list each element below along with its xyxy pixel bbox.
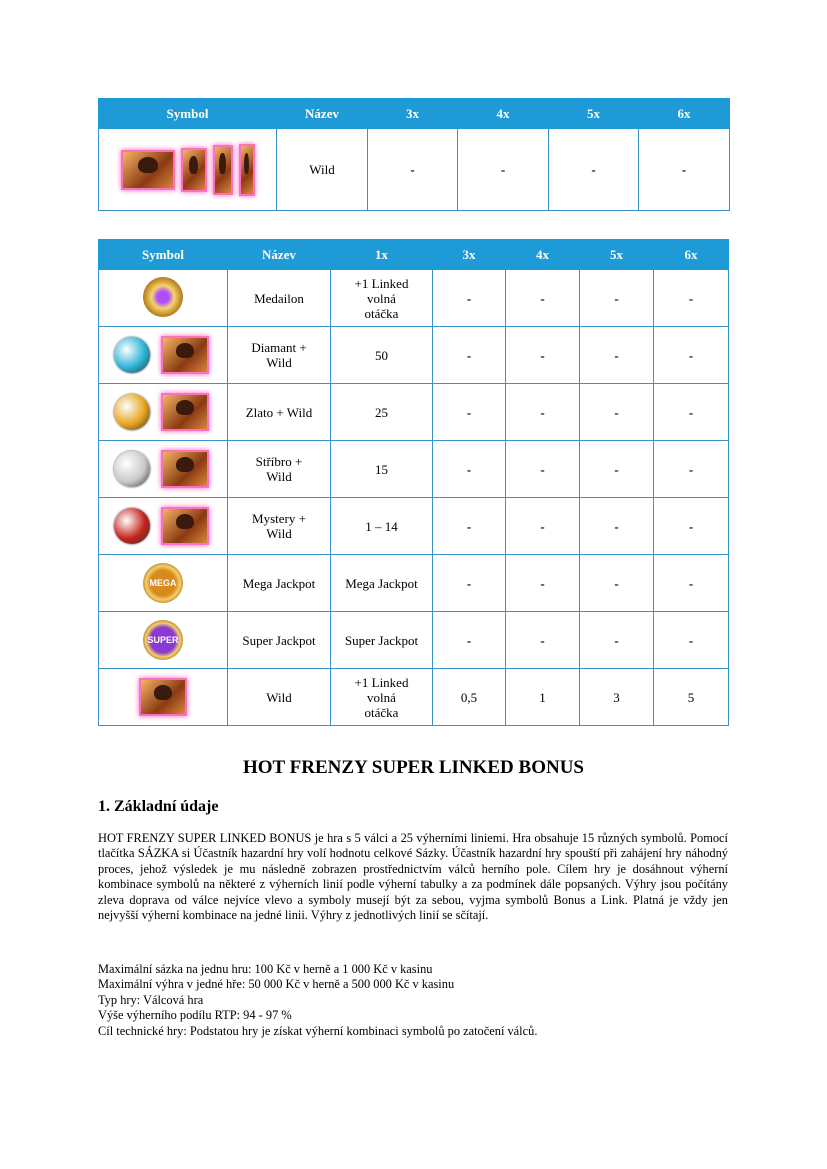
value-cell: - <box>654 612 729 669</box>
header-cell: 3x <box>368 99 458 129</box>
wild-symbol-icon <box>239 144 255 196</box>
value-cell: Super Jackpot <box>331 612 433 669</box>
value-cell: - <box>580 498 654 555</box>
info-line: Maximální výhra v jedné hře: 50 000 Kč v herně a 500 000 Kč v kasinu <box>98 977 455 992</box>
table-row <box>99 612 729 669</box>
value-cell: - <box>580 555 654 612</box>
symbol-cell <box>99 441 228 498</box>
wild-symbol-icon <box>213 145 233 195</box>
orb-icon <box>114 451 150 487</box>
name-cell: Wild <box>228 669 331 726</box>
name-cell: Stříbro + Wild <box>228 441 331 498</box>
info-line: Maximální sázka na jednu hru: 100 Kč v herně a 1 000 Kč v kasinu <box>98 962 433 976</box>
header-cell: 5x <box>549 99 639 129</box>
value-cell: - <box>433 498 506 555</box>
orb-icon <box>114 508 150 544</box>
value-cell: - <box>433 612 506 669</box>
info-line: Cíl technické hry: Podstatou hry je získat výherní kombinaci symbolů po zatočení válců. <box>98 1023 538 1038</box>
super-jackpot-coin-icon: SUPER <box>143 620 183 660</box>
mega-jackpot-coin-icon: MEGA <box>143 563 183 603</box>
value-cell: 5 <box>654 669 729 726</box>
value-cell: - <box>654 498 729 555</box>
value-cell: - <box>506 555 580 612</box>
header-cell: Název <box>228 240 331 270</box>
value-cell: - <box>506 384 580 441</box>
value-cell: 50 <box>331 327 433 384</box>
wild-paytable <box>98 98 730 211</box>
value-cell: - <box>506 441 580 498</box>
header-cell: 6x <box>639 99 730 129</box>
symbol-cell <box>99 555 228 612</box>
value-cell: 3 <box>580 669 654 726</box>
value-cell: - <box>433 270 506 327</box>
name-cell: Super Jackpot <box>228 612 331 669</box>
header-cell: 6x <box>654 240 729 270</box>
symbol-cell <box>99 327 228 384</box>
name-cell: Diamant + Wild <box>228 327 331 384</box>
intro-paragraph: HOT FRENZY SUPER LINKED BONUS je hra s 5 válci a 25 výherními liniemi. Hra obsahuje 15 různých symbolů. Pomocí tlačítka SÁZKA si Účastník hazardní hry volí hodnotu celkové Sázky. Účastník hazardní hry spouští při zahájení hry náhodný proces, jehož výsledek je mu následně zobrazen prostřednictvím válců herního pole. Cílem hry je dosáhnout výherní kombinace symbolů na některé z výherních linií podle výherní tabulky a za podmínek dále popsaných. Výhry jsou počítány zleva doprava od válce nejvíce vlevo a symboly musejí být za sebou, vyjma symbolů Bonus a Link. Platná je vždy jen nejvyšší výherní kombinace na jedné linii. Výhry z jednotlivých linií se sčítají. <box>98 831 728 923</box>
header-cell: 5x <box>580 240 654 270</box>
table-header <box>99 99 730 129</box>
value-cell: - <box>458 129 549 211</box>
value-cell: - <box>580 384 654 441</box>
symbol-cell <box>99 270 228 327</box>
bonus-paytable <box>98 239 729 726</box>
value-cell: 25 <box>331 384 433 441</box>
header-cell: 1x <box>331 240 433 270</box>
value-cell: - <box>580 612 654 669</box>
wild-symbol-icon <box>139 678 187 716</box>
value-cell: - <box>368 129 458 211</box>
orb-icon <box>114 394 150 430</box>
value-cell: - <box>580 270 654 327</box>
table-header <box>99 240 729 270</box>
value-cell: - <box>506 498 580 555</box>
value-cell: 1 – 14 <box>331 498 433 555</box>
name-cell: Zlato + Wild <box>228 384 331 441</box>
header-cell: 4x <box>458 99 549 129</box>
value-cell: - <box>654 555 729 612</box>
table-row <box>99 270 729 327</box>
value-cell: - <box>549 129 639 211</box>
symbol-cell <box>99 498 228 555</box>
symbol-cell <box>99 129 277 211</box>
name-cell: Medailon <box>228 270 331 327</box>
header-cell: Symbol <box>99 99 277 129</box>
symbol-cell <box>99 384 228 441</box>
name-cell: Wild <box>277 129 368 211</box>
orb-icon <box>114 337 150 373</box>
value-cell: 1 <box>506 669 580 726</box>
value-cell: - <box>506 327 580 384</box>
value-cell: 0,5 <box>433 669 506 726</box>
value-cell: - <box>433 555 506 612</box>
value-cell: - <box>433 327 506 384</box>
wild-symbol-icon <box>161 507 209 545</box>
table-row <box>99 669 729 726</box>
wild-symbol-icon <box>181 148 207 192</box>
value-cell: - <box>654 327 729 384</box>
wild-symbol-icon <box>161 336 209 374</box>
symbol-cell <box>99 669 228 726</box>
info-line: Typ hry: Válcová hra <box>98 992 204 1007</box>
value-cell: Mega Jackpot <box>331 555 433 612</box>
value-cell: - <box>639 129 730 211</box>
value-cell: - <box>654 384 729 441</box>
value-cell: - <box>433 441 506 498</box>
table-row <box>99 498 729 555</box>
wild-symbol-icon <box>161 393 209 431</box>
symbol-cell <box>99 612 228 669</box>
header-cell: Název <box>277 99 368 129</box>
wild-symbol-icon <box>121 150 175 190</box>
value-cell: - <box>506 612 580 669</box>
table-row <box>99 441 729 498</box>
table-row <box>99 555 729 612</box>
name-cell: Mystery + Wild <box>228 498 331 555</box>
wild-symbol-icon <box>161 450 209 488</box>
header-cell: Symbol <box>99 240 228 270</box>
game-info <box>98 962 537 1039</box>
value-cell: +1 Linked volná otáčka <box>331 669 433 726</box>
value-cell: - <box>580 327 654 384</box>
table-row <box>99 129 730 211</box>
header-cell: 4x <box>506 240 580 270</box>
value-cell: - <box>433 384 506 441</box>
game-title: HOT FRENZY SUPER LINKED BONUS <box>242 757 584 778</box>
value-cell: 15 <box>331 441 433 498</box>
value-cell: - <box>654 441 729 498</box>
value-cell: - <box>580 441 654 498</box>
value-cell: +1 Linked volná otáčka <box>331 270 433 327</box>
name-cell: Mega Jackpot <box>228 555 331 612</box>
info-line: Výše výherního podílu RTP: 94 - 97 % <box>98 1008 292 1023</box>
section-heading: 1. Základní údaje <box>98 798 219 815</box>
header-cell: 3x <box>433 240 506 270</box>
table-row <box>99 327 729 384</box>
value-cell: - <box>654 270 729 327</box>
table-row <box>99 384 729 441</box>
medallion-icon <box>143 277 183 317</box>
value-cell: - <box>506 270 580 327</box>
